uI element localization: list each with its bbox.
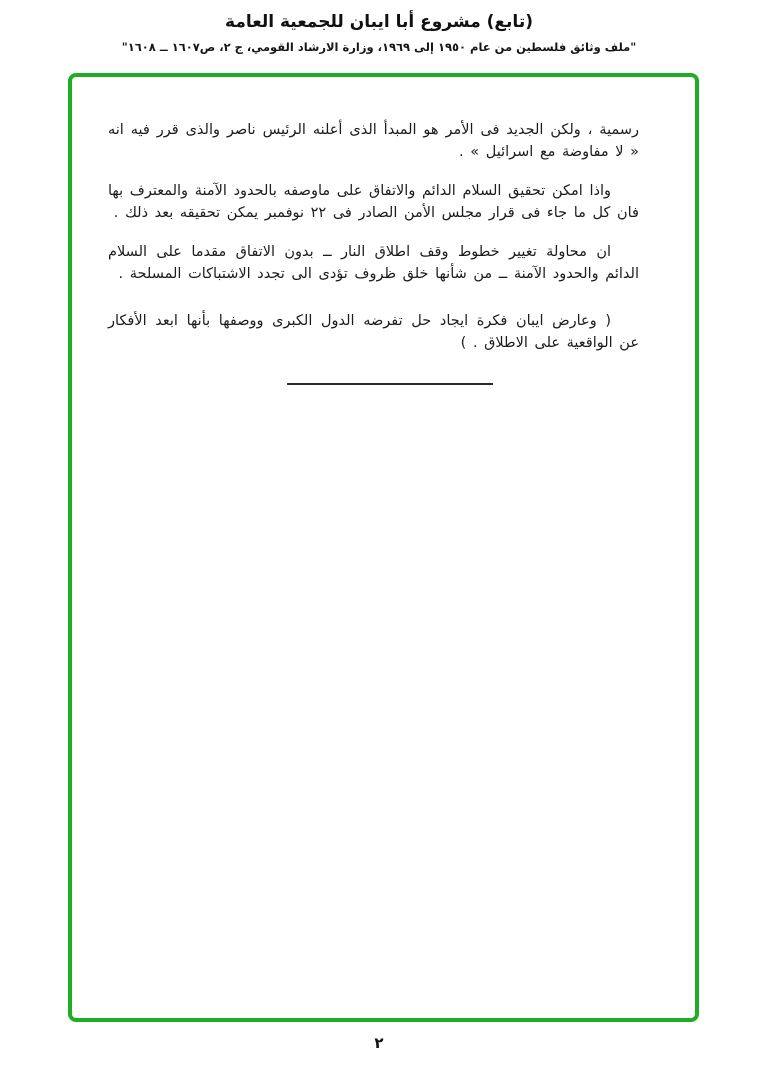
paragraph: ان محاولة تغيير خطوط وقف اطلاق النار ــ بدون الاتفاق مقدما على السلام الدائم والحدود الآمنة ــ من شأنها خلق ظروف تؤدى الى تجدد الاشتباكات المسلحة . [108,243,639,283]
paragraph: واذا امكن تحقيق السلام الدائم والاتفاق على ماوصفه بالحدود الآمنة والمعترف بها فان كل ما جاء فى قرار مجلس الأمن الصادر فى ٢٢ نوفمبر يمكن تحقيقه بعد ذلك . [108,182,639,222]
section-divider [287,383,493,385]
paragraph: ( وعارض ايبان فكرة ايجاد حل تفرضه الدول الكبرى ووصفها بأنها ابعد الأفكار عن الواقعية على الاطلاق . ) [108,312,639,352]
document-title: (تابع) مشروع أبا ايبان للجمعية العامة [225,12,533,32]
document-border-frame [68,73,699,1022]
page-header [0,12,758,54]
page-number: ٢ [374,1034,384,1052]
paragraph: رسمية ، ولكن الجديد فى الأمر هو المبدأ الذى أعلنه الرئيس ناصر والذى قرر فيه انه « لا مفاوضة مع اسرائيل » . [108,122,639,161]
source-citation: "ملف وثائق فلسطين من عام ١٩٥٠ إلى ١٩٦٩، وزارة الارشاد القومي، ج ٢، ص١٦٠٧ ــ ١٦٠٨" [121,40,637,54]
document-body [72,77,695,385]
